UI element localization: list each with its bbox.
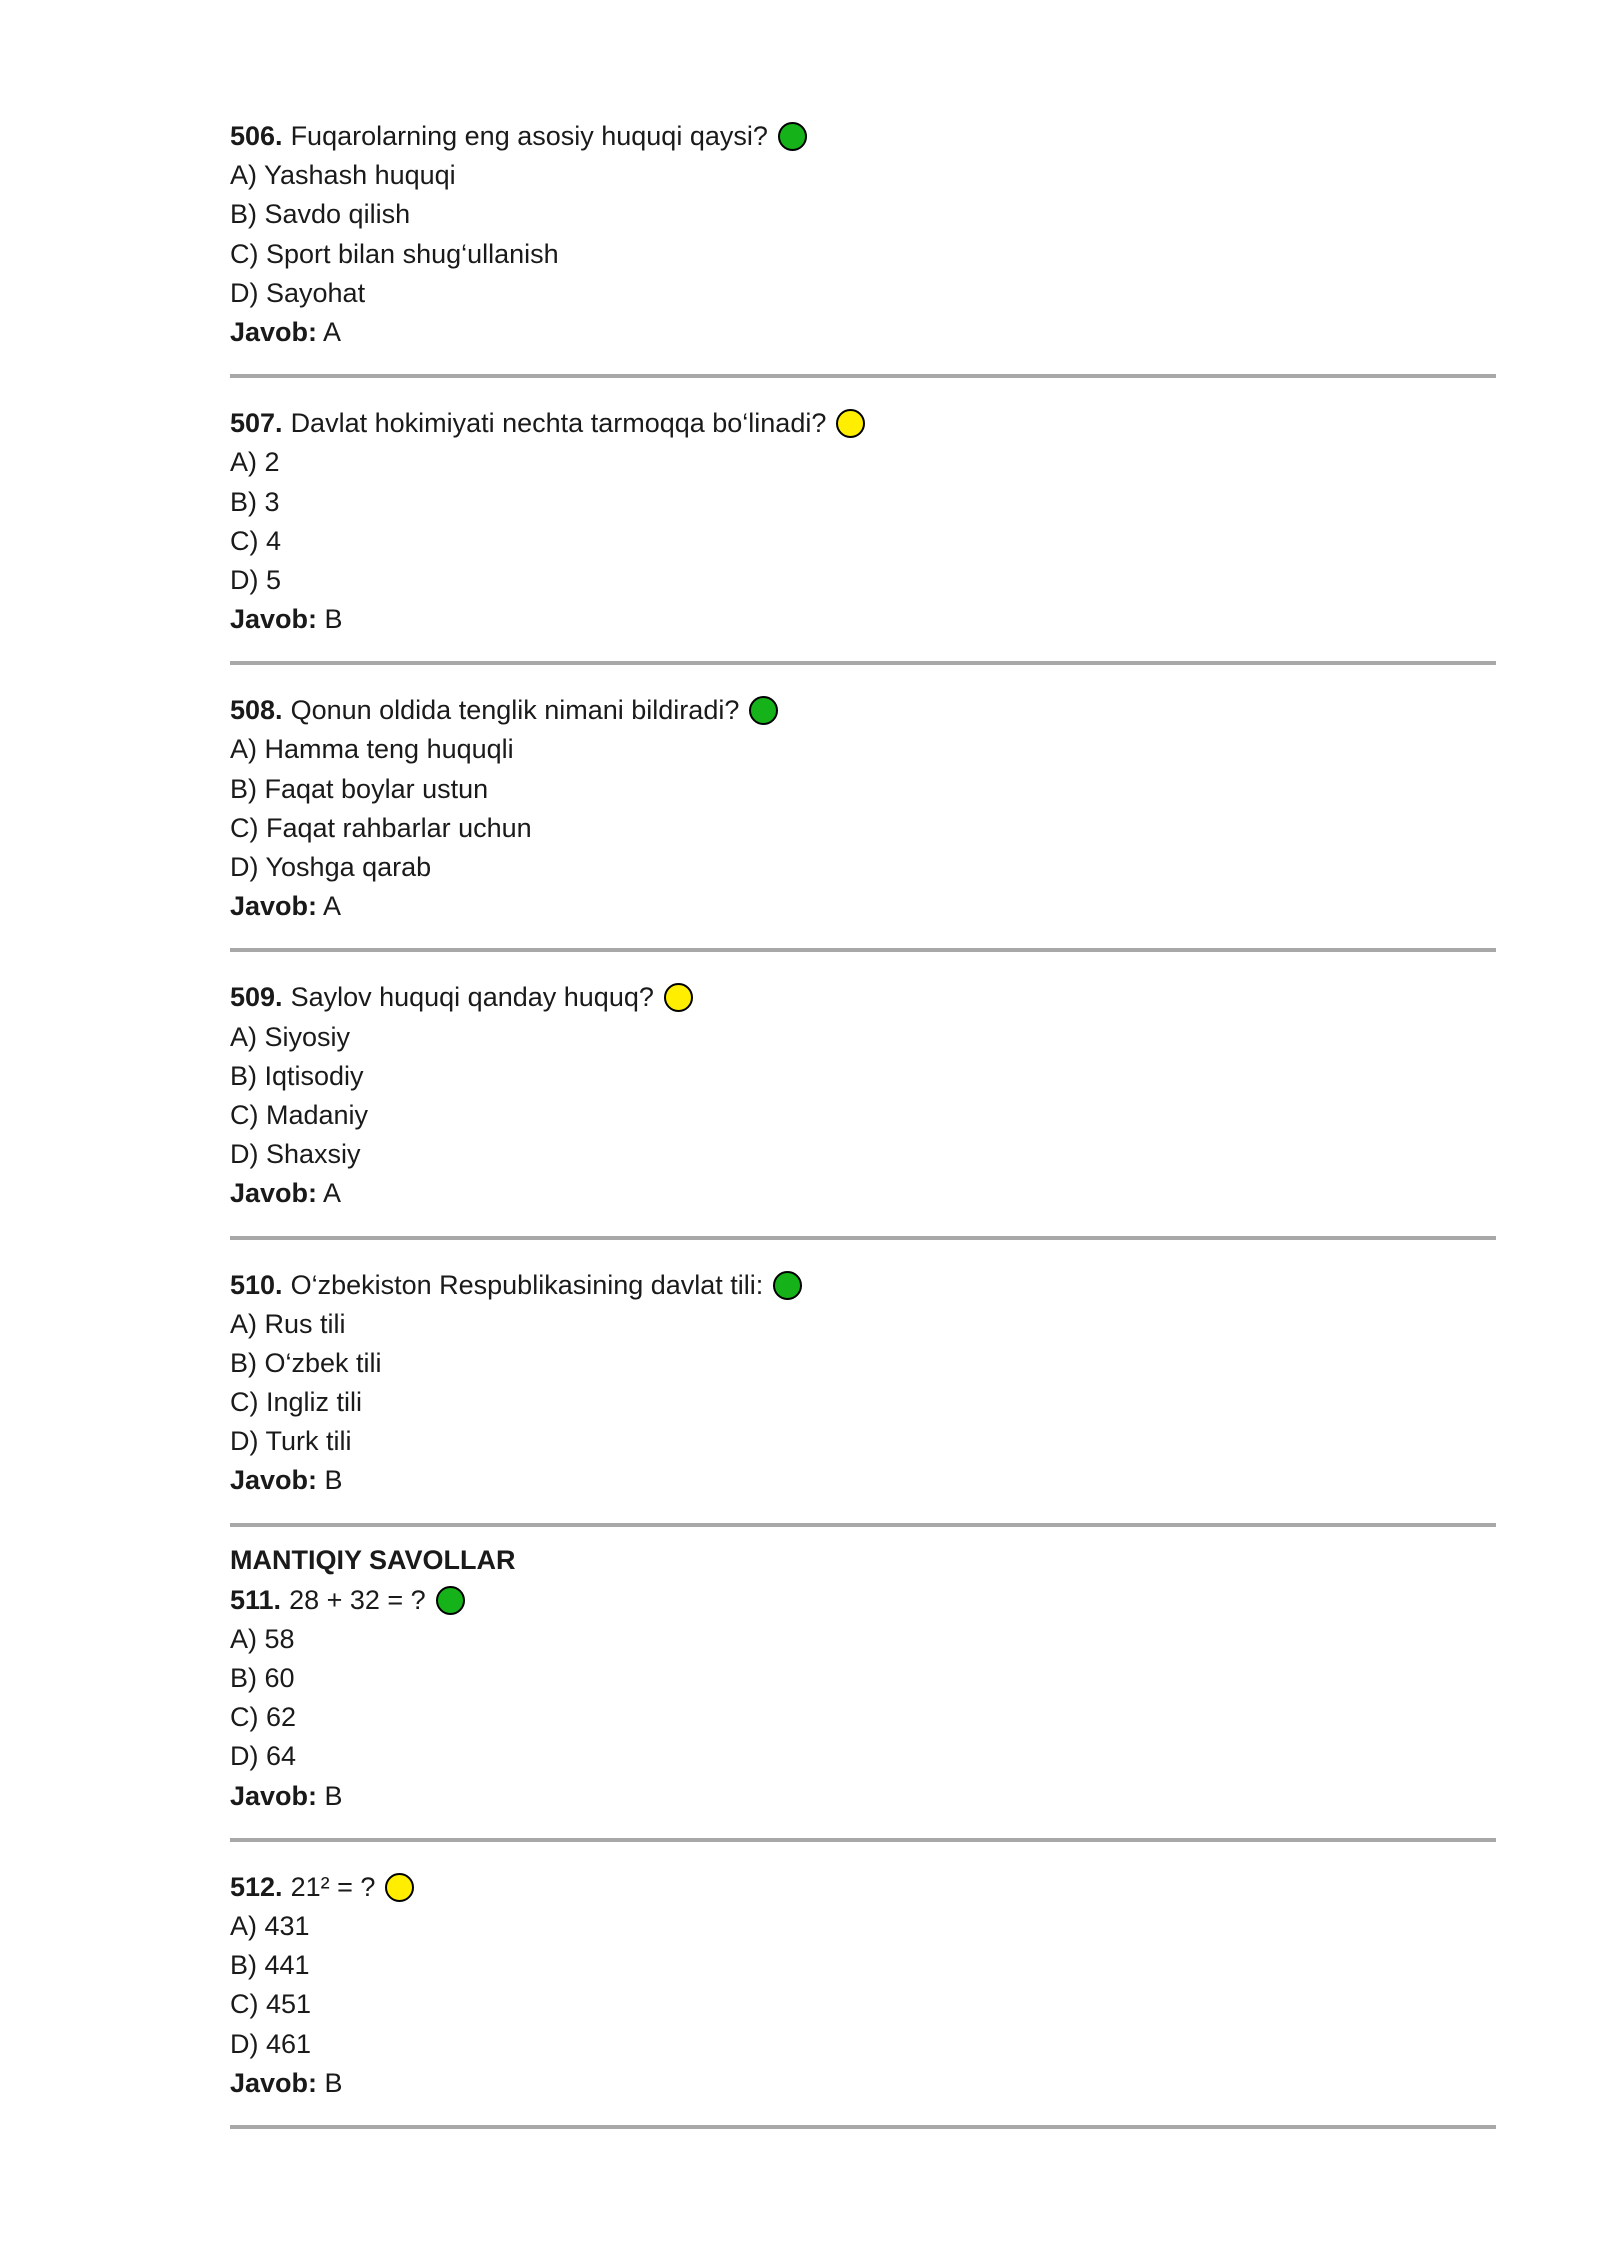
green-difficulty-dot-icon [436, 1586, 465, 1615]
option-c: C) 4 [230, 525, 282, 556]
option-a: A) Siyosiy [230, 1021, 351, 1052]
answer-line [230, 1777, 1496, 1816]
option-b: B) 3 [230, 486, 280, 517]
question-number: 507. [230, 408, 283, 439]
question-line [230, 1581, 1496, 1620]
option-c: C) Ingliz tili [230, 1387, 363, 1418]
option-b: B) 60 [230, 1663, 295, 1693]
question-number: 512. [230, 1871, 283, 1902]
section-title: MANTIQIY SAVOLLAR [230, 1544, 516, 1575]
question-text: O‘zbekiston Respublikasining davlat tili: [290, 1269, 764, 1300]
separator-line [230, 661, 1496, 665]
answer-label: Javob: [230, 2067, 318, 2098]
separator-line [230, 1838, 1496, 1842]
option-c: C) 451 [230, 1989, 312, 2020]
question-number: 511. [230, 1584, 282, 1615]
question-block [230, 117, 1496, 352]
green-difficulty-dot-icon [749, 696, 778, 725]
answer-value: A [323, 1178, 342, 1209]
question-text: 28 + 32 = ? [289, 1584, 426, 1615]
yellow-difficulty-dot-icon [385, 1873, 414, 1902]
question-text: Fuqarolarning eng asosiy huquqi qaysi? [290, 121, 768, 151]
answer-label: Javob: [230, 891, 318, 922]
question-number: 509. [230, 982, 283, 1013]
option-a: A) 58 [230, 1623, 295, 1654]
question-text: 21² = ? [290, 1871, 376, 1902]
answer-value: B [324, 1465, 343, 1496]
option-c: C) 62 [230, 1702, 297, 1733]
option-a: A) Rus tili [230, 1308, 346, 1339]
question-text: Davlat hokimiyati nechta tarmoqqa bo‘linadi? [290, 408, 827, 439]
answer-line [230, 1461, 1496, 1500]
question-line [230, 1266, 1496, 1305]
yellow-difficulty-dot-icon [836, 409, 865, 438]
answer-line [230, 1174, 1496, 1213]
option-b: B) 441 [230, 1950, 310, 1981]
separator-line [230, 1523, 1496, 1527]
separator-line [230, 948, 1496, 952]
option-b: B) Savdo qilish [230, 199, 411, 230]
answer-label: Javob: [230, 1178, 318, 1209]
answer-line [230, 600, 1496, 639]
question-block [230, 1868, 1496, 2103]
separator-line [230, 1236, 1496, 1240]
question-line [230, 978, 1496, 1017]
option-a: A) Yashash huquqi [230, 160, 456, 191]
question-block [230, 1266, 1496, 1501]
document-page [230, 117, 1496, 2155]
question-line [230, 1868, 1496, 1907]
option-a: A) 2 [230, 447, 280, 478]
answer-value: A [323, 316, 342, 347]
answer-line [230, 887, 1496, 926]
question-line [230, 404, 1496, 443]
separator-line [230, 374, 1496, 378]
option-b: B) Faqat boylar ustun [230, 773, 489, 804]
option-d: D) Yoshga qarab [230, 852, 432, 882]
option-d: D) 5 [230, 564, 282, 595]
answer-label: Javob: [230, 604, 318, 635]
answer-label: Javob: [230, 1780, 318, 1811]
answer-label: Javob: [230, 316, 318, 347]
question-text: Qonun oldida tenglik nimani bildiradi? [290, 695, 740, 726]
option-a: A) 431 [230, 1910, 310, 1941]
option-b: B) Iqtisodiy [230, 1060, 364, 1091]
question-line [230, 117, 1496, 156]
green-difficulty-dot-icon [778, 122, 807, 151]
separator-line [230, 2125, 1496, 2129]
answer-line [230, 313, 1496, 352]
option-d: D) Turk tili [230, 1426, 352, 1457]
question-block [230, 404, 1496, 639]
option-d: D) 64 [230, 1741, 297, 1772]
answer-value: A [323, 891, 342, 922]
option-d: D) Sayohat [230, 277, 366, 308]
question-number: 508. [230, 695, 283, 726]
question-number: 506. [230, 121, 283, 151]
option-b: B) O‘zbek tili [230, 1347, 382, 1378]
option-c: C) Faqat rahbarlar uchun [230, 812, 532, 843]
question-block [230, 691, 1496, 926]
option-d: D) 461 [230, 2028, 312, 2059]
answer-value: B [324, 2067, 343, 2098]
answer-label: Javob: [230, 1465, 318, 1496]
answer-line [230, 2064, 1496, 2103]
option-c: C) Madaniy [230, 1099, 369, 1130]
option-d: D) Shaxsiy [230, 1139, 361, 1170]
question-line [230, 691, 1496, 730]
question-block [230, 978, 1496, 1213]
option-c: C) Sport bilan shug‘ullanish [230, 238, 559, 269]
yellow-difficulty-dot-icon [664, 983, 693, 1012]
answer-value: B [324, 604, 343, 635]
question-block [230, 1581, 1496, 1816]
question-number: 510. [230, 1269, 283, 1300]
option-a: A) Hamma teng huquqli [230, 734, 514, 765]
green-difficulty-dot-icon [773, 1271, 802, 1300]
question-text: Saylov huquqi qanday huquq? [290, 982, 654, 1013]
answer-value: B [324, 1780, 343, 1811]
